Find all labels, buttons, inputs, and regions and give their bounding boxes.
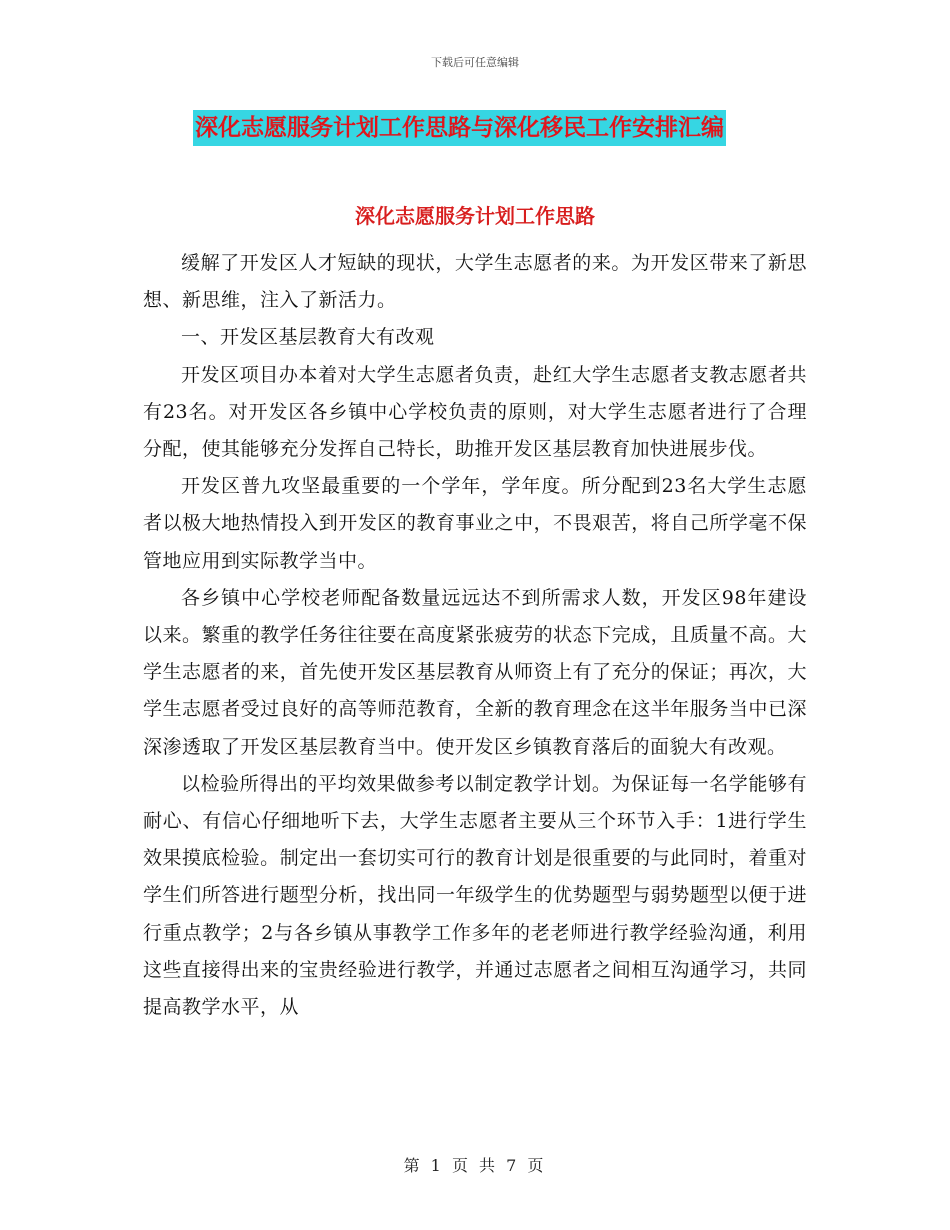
paragraph: 各乡镇中心学校老师配备数量远远达不到所需求人数，开发区98年建设以来。繁重的教学任务往往要在高度紧张疲劳的状态下完成，且质量不高。大学生志愿者的来，首先使开发区基层教育从师资上有了充分的保证；再次，大学生志愿者受过良好的高等师范教育，全新的教育理念在这半年服务当中已深深渗透取了开发区基层教育当中。使开发区乡镇教育落后的面貌大有改观。 [143, 586, 807, 758]
paragraph: 开发区普九攻坚最重要的一个学年，学年度。所分配到23名大学生志愿者以极大地热情投入到开发区的教育事业之中，不畏艰苦，将自己所学毫不保管地应用到实际教学当中。 [143, 475, 807, 572]
document-title: 深化志愿服务计划工作思路与深化移民工作安排汇编 [195, 115, 724, 141]
paragraph: 开发区项目办本着对大学生志愿者负责，赴红大学生志愿者支教志愿者共有23名。对开发区各乡镇中心学校负责的原则，对大学生志愿者进行了合理分配，使其能够充分发挥自己特长，助推开发区基层教育加快进展步伐。 [143, 363, 807, 461]
document-body [143, 245, 807, 1026]
page-header-note: 下载后可任意编辑 [431, 56, 519, 69]
section-title: 深化志愿服务计划工作思路 [355, 204, 595, 228]
paragraph: 缓解了开发区人才短缺的现状，大学生志愿者的来。为开发区带来了新思想、新思维，注入了新活力。 [143, 252, 807, 312]
paragraph-heading: 一、开发区基层教育大有改观 [181, 326, 435, 349]
document-title-highlight [193, 110, 726, 146]
page-number-footer: 第 1 页 共 7 页 [403, 1156, 547, 1175]
paragraph: 以检验所得出的平均效果做参考以制定教学计划。为保证每一名学能够有耐心、有信心仔细地听下去，大学生志愿者主要从三个环节入手：1进行学生效果摸底检验。制定出一套切实可行的教育计划是很重要的与此同时，着重对学生们所答进行题型分析，找出同一年级学生的优势题型与弱势题型以便于进行重点教学；2与各乡镇从事教学工作多年的老老师进行教学经验沟通，利用这些直接得出来的宝贵经验进行教学，并通过志愿者之间相互沟通学习，共同提高教学水平，从 [143, 772, 807, 1019]
